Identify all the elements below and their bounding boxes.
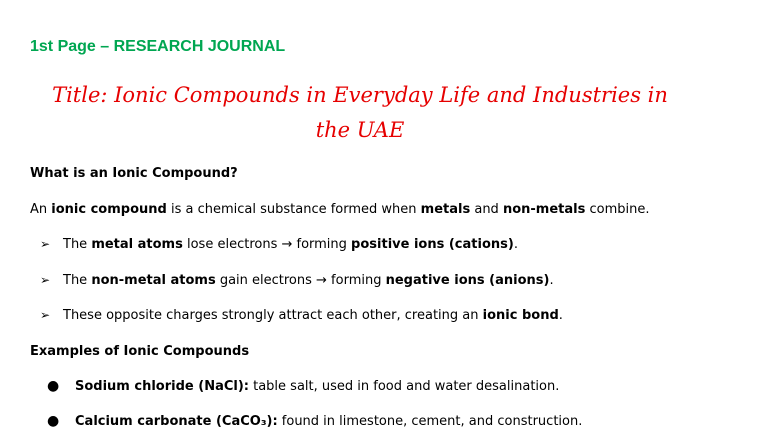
- intro-paragraph: An ionic compound is a chemical substance formed when metals and non-metals combine.: [30, 202, 650, 217]
- section-heading-ionic-compound: What is an Ionic Compound?: [30, 166, 238, 181]
- list-item-text: These opposite charges strongly attract each other, creating an ionic bond.: [63, 308, 563, 323]
- page-label: 1st Page – RESEARCH JOURNAL: [30, 38, 286, 55]
- arrowhead-bullet-icon: ➢: [40, 308, 51, 322]
- list-item-text: The non-metal atoms gain electrons → forming negative ions (anions).: [63, 273, 554, 288]
- list-item-text: Sodium chloride (NaCl): table salt, used in food and water desalination.: [75, 379, 560, 394]
- arrowhead-bullet-icon: ➢: [40, 237, 51, 251]
- section-heading-examples: Examples of Ionic Compounds: [30, 344, 250, 359]
- arrowhead-bullet-icon: ➢: [40, 273, 51, 287]
- round-bullet-icon: ●: [47, 378, 60, 394]
- round-bullet-icon: ●: [47, 413, 60, 429]
- list-item-text: The metal atoms lose electrons → forming positive ions (cations).: [63, 237, 518, 252]
- list-item-text: Calcium carbonate (CaCO₃): found in limestone, cement, and construction.: [75, 414, 583, 429]
- journal-title: Title: Ionic Compounds in Everyday Life and Industries in the UAE: [52, 83, 668, 142]
